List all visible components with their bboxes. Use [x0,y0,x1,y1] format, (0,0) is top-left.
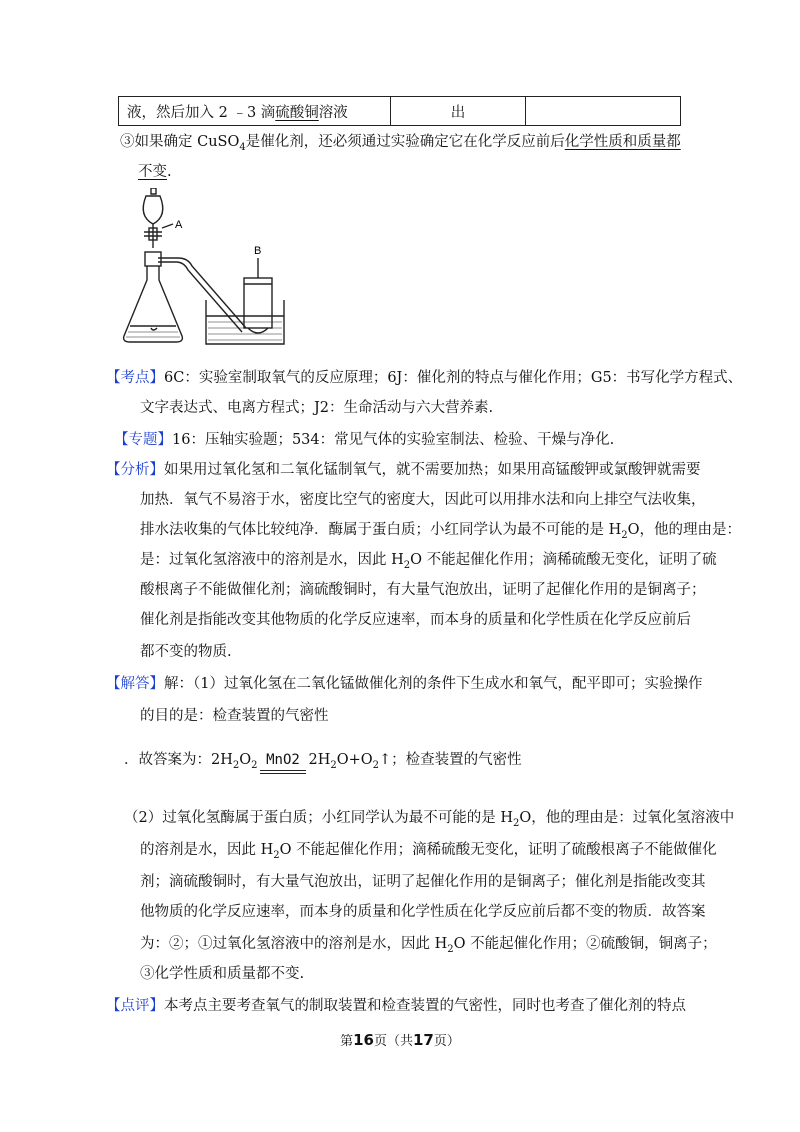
item3-line2: 不变. [138,164,172,180]
part2-line3: 剂；滴硫酸铜时，有大量气泡放出，证明了起催化作用的是铜离子；催化剂是指能改变其 [140,874,706,890]
cell-text: 液，然后加入 2 ﹣3 滴 [127,104,276,121]
table-cell [119,97,391,126]
kaodian-line1: 【考点】6C：实验室制取氧气的反应原理；6J：催化剂的特点与催化作用；G5：书写化学方程式、 [106,370,743,386]
zhuanti-line: 【专题】16：压轴实验题；534：常见气体的实验室制法、检验、干燥与净化. [114,432,615,448]
fenxi-line2: 加热．氧气不易溶于水，密度比空气的密度大，因此可以用排水法和向上排空气法收集， [140,492,706,508]
jieda-tag: 【解答】 [106,676,164,692]
fenxi-line4: 是：过氧化氢溶液中的溶剂是水，因此 $H_2O$ 不能起催化作用；滴稀硫酸无变化，证明了硫 [140,552,717,571]
fenxi-line6: 催化剂是指能改变其他物质的化学反应速率，而本身的质量和化学性质在化学反应前后 [140,612,691,628]
table-cell [391,97,526,126]
item3-line1: ③如果确定 CuSO$_4$是催化剂，还必须通过实验确定它在化学反应前后化学性质和质量都 [120,134,681,153]
part2-line1: （2）过氧化氢酶属于蛋白质；小红同学认为最不可能的是 $H_2O$，他的理由是：过氧化氢溶液中 [124,810,735,829]
page-total: 17 [413,1031,434,1049]
fenxi-line5: 酸根离子不能做催化剂；滴硫酸铜时，有大量气泡放出，证明了起催化作用的是铜离子； [140,582,706,598]
part2-line6: ③化学性质和质量都不变. [140,966,305,982]
label-b: B [254,245,262,257]
part2-line5: 为：②；①过氧化氢溶液中的溶剂是水，因此 $H_2O$ 不能起催化作用；②硫酸铜，铜离子； [140,936,717,955]
dianping-line: 【点评】本考点主要考查氧气的制取装置和检查装置的气密性，同时也考查了催化剂的特点 [106,998,686,1014]
cell-answer: 硫酸铜 [275,104,319,121]
fenxi-tag: 【分析】 [106,462,164,478]
part2-line2: 的溶剂是水，因此 $H_2O$ 不能起催化作用；滴稀硫酸无变化，证明了硫酸根离子不能做催化 [140,842,717,861]
jieda-equation: ．故答案为：$2H_2O_2$ MnO2 $2H_2O+O_2↑$；检查装置的气密性 [124,752,522,771]
cell-text: 溶液 [318,104,348,121]
jieda-line2: 的目的是：检查装置的气密性 [140,708,329,724]
table-cell [526,97,681,126]
part2-line4: 他物质的化学反应速率，而本身的质量和化学性质在化学反应前后都不变的物质．故答案 [140,904,706,920]
fenxi-line7: 都不变的物质. [140,644,232,660]
jieda-line1: 【解答】解：（1）过氧化氢在二氧化锰做催化剂的条件下生成水和氧气，配平即可；实验操作 [106,676,703,692]
page-number: 16 [353,1031,374,1049]
cell-text: 出 [450,104,466,121]
fenxi-line3: 排水法收集的气体比较纯净．酶属于蛋白质；小红同学认为最不可能的是 $H_2O$，他的理由是： [140,522,742,541]
answer-table [118,96,681,126]
apparatus-figure [118,188,288,358]
table-row [119,97,681,126]
zhuanti-tag: 【专题】 [114,432,172,448]
dianping-tag: 【点评】 [106,998,164,1014]
fenxi-line1: 【分析】如果用过氧化氢和二氧化锰制氧气，就不需要加热；如果用高锰酸钾或氯酸钾就需要 [106,462,701,478]
kaodian-tag: 【考点】 [106,370,164,386]
page-footer: 第16页（共17页） [340,1031,460,1049]
label-a: A [175,219,183,231]
catalyst-label: MnO2 [266,752,300,768]
kaodian-line2: 文字表达式、电离方程式；J2：生命活动与六大营养素. [140,400,494,416]
